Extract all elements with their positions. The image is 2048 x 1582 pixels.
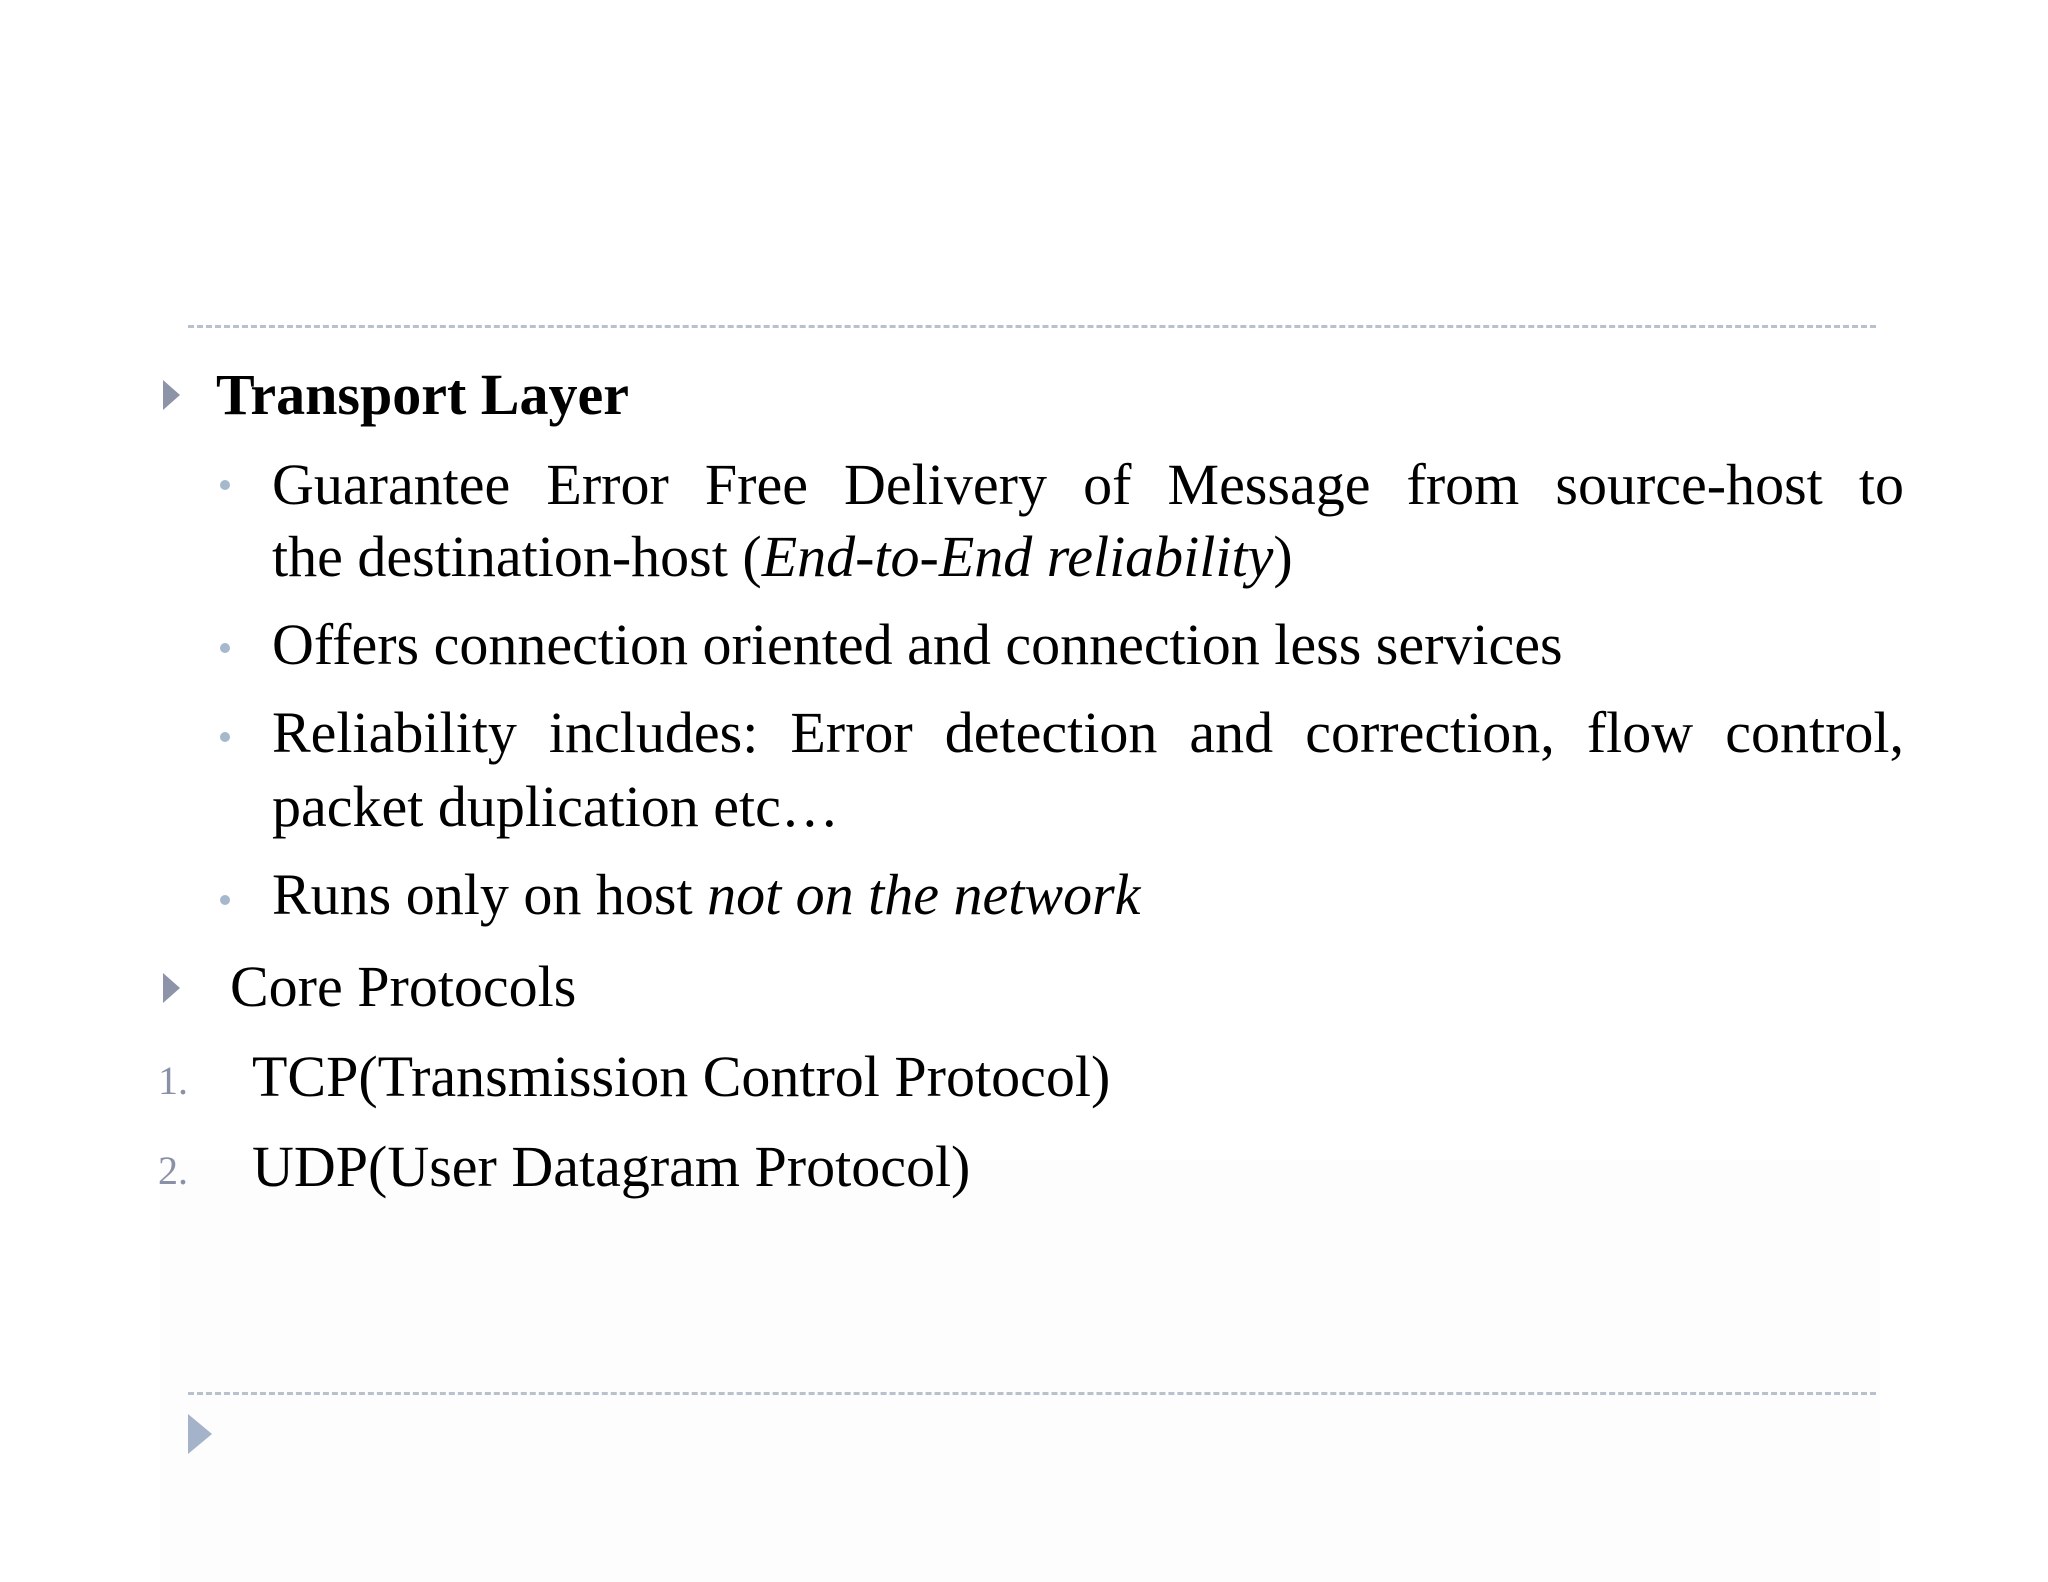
bullet-3-line-2: packet duplication etc… — [272, 774, 839, 839]
section-heading-core-protocols: Core Protocols — [230, 954, 577, 1019]
bottom-divider — [188, 1392, 1876, 1395]
heading-text: Transport Layer — [216, 362, 629, 427]
dot-bullet-icon — [220, 895, 230, 905]
bullet-1-prefix: the destination-host ( — [272, 524, 762, 589]
dot-bullet-icon — [220, 732, 230, 742]
protocol-item-tcp: TCP(Transmission Control Protocol) — [252, 1044, 1111, 1109]
dot-bullet-icon — [220, 643, 230, 653]
bullet-1-line-2 — [272, 522, 1293, 592]
section-heading-transport — [216, 360, 629, 430]
bullet-4 — [272, 860, 1140, 930]
footer-triangle-icon — [188, 1414, 212, 1454]
list-number: 2. — [158, 1148, 188, 1193]
bullet-1-suffix: ) — [1273, 524, 1293, 589]
list-number: 1. — [158, 1058, 188, 1103]
bullet-4-prefix: Runs only on host — [272, 862, 708, 927]
bullet-4-italic: not on the network — [707, 862, 1141, 927]
content-panel — [160, 1160, 1880, 1582]
dot-bullet-icon — [220, 480, 230, 490]
triangle-bullet-icon — [163, 380, 180, 410]
bullet-3-line-1: Reliability includes: Error detection and correction, flow control, — [272, 700, 1904, 765]
bullet-2: Offers connection oriented and connection less services — [272, 612, 1563, 677]
bullet-1-italic: End-to-End reliability — [761, 524, 1274, 589]
top-divider — [188, 325, 1876, 328]
bullet-1-line-1: Guarantee Error Free Delivery of Message from source-host to — [272, 452, 1904, 517]
triangle-bullet-icon — [163, 973, 180, 1003]
protocol-item-udp: UDP(User Datagram Protocol) — [252, 1134, 971, 1199]
